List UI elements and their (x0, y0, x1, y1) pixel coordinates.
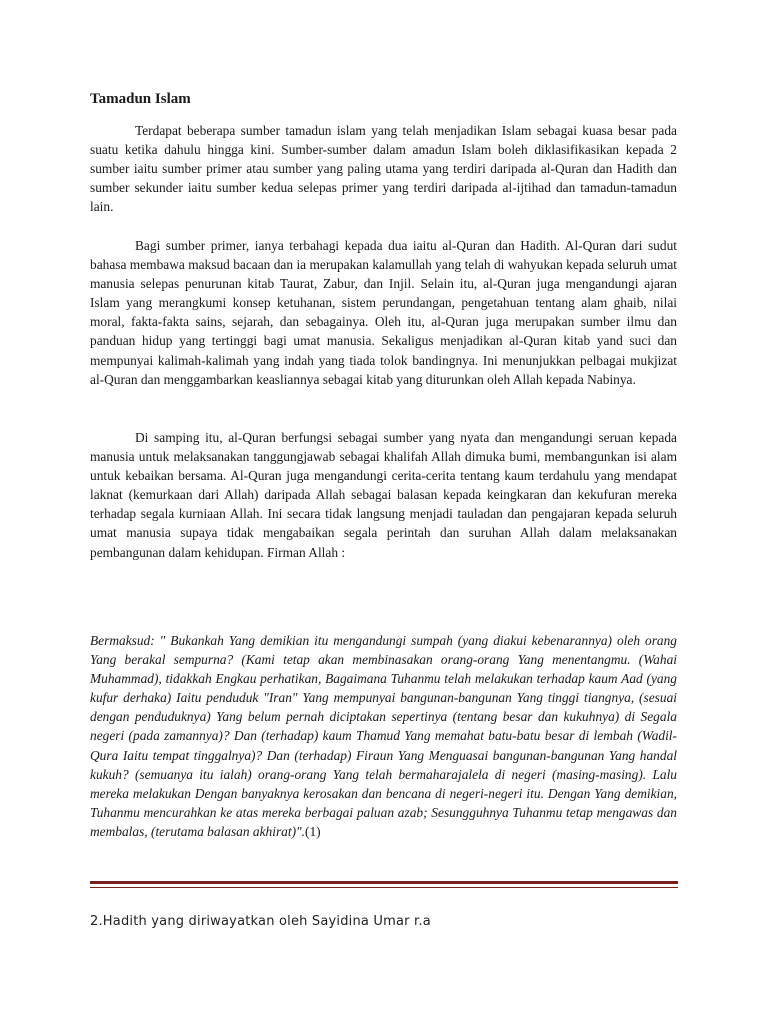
footnote: 2.Hadith yang diriwayatkan oleh Sayidina Umar r.a (90, 914, 431, 929)
paragraph-2: Bagi sumber primer, ianya terbahagi kepada dua iaitu al-Quran dan Hadith. Al-Quran dari sudut bahasa membawa maksud bacaan dan ia merupakan kalamullah yang telah di wahyukan kepada seluruh umat manusia selepas penurunan kitab Taurat, Zabur, dan Injil. Selain itu, al-Quran juga mengandungi ajaran Islam yang merangkumi konsep ketuhanan, sistem perundangan, pengetahuan tentang alam ghaib, nilai moral, fakta-fakta sains, sejarah, dan sebagainya. Oleh itu, al-Quran juga merupakan sumber ilmu dan panduan hidup yang tertinggi bagi umat manusia. Sekaligus menjadikan al-Quran kitab yand suci dan mempunyai kalimah-kalimah yang indah yang tiada tolok bandingnya. Ini menunjukkan pelbagai mukjizat al-Quran dan menggambarkan keasliannya sebagai kitab yang diturunkan oleh Allah kepada Nabinya. (90, 238, 677, 387)
document-title: Tamadun Islam (90, 91, 191, 107)
quote-text: Bermaksud: " Bukankah Yang demikian itu mengandungi sumpah (yang diakui kebenarannya) oleh orang Yang berakal sempurna? (Kami tetap akan membinasakan orang-orang Yang menentangmu. (Wahai Muhammad), tidakkah Engkau perhatikan, Bagaimana Tuhanmu telah melakukan terhadap kaum Aad (yang kufur derhaka) Iaitu penduduk "Iran" Yang mempunyai bangunan-bangunan Yang tinggi tiangnya, (sesuai dengan penduduknya) Yang belum pernah diciptakan sepertinya (tentang besar dan kukuhnya) di Segala negeri (pada zamannya)? Dan (terhadap) kaum Thamud Yang memahat batu-batu besar di lembah (Wadil-Qura Iaitu tempat tinggalnya)? Dan (terhadap) Firaun Yang Menguasai bangunan-bangunan Yang handal kukuh? (semuanya itu ialah) orang-orang Yang telah bermaharajalela di negeri (masing-masing). Lalu mereka melakukan Dengan banyaknya kerosakan dan bencana di negeri-negeri itu. Dengan Yang demikian, Tuhanmu mencurahkan ke atas mereka berbagai paluan azab; Sesungguhnya Tuhanmu tetap mengawas dan membalas, (terutama balasan akhirat)". (90, 633, 677, 839)
paragraph-1: Terdapat beberapa sumber tamadun islam yang telah menjadikan Islam sebagai kuasa besar pada suatu ketika dahulu hingga kini. Sumber-sumber dalam amadun Islam boleh diklasifikasikan kepada 2 sumber iaitu sumber primer atau sumber yang paling utama yang terdiri daripada al-Quran dan Hadith dan sumber sekunder iaitu sumber kedua selepas primer yang terdiri daripada al-ijtihad dan tamadun-tamadun lain. (90, 123, 677, 215)
quote-reference: (1) (305, 823, 321, 839)
quote-block (90, 631, 677, 841)
footer-rule-thin (90, 887, 678, 888)
paragraph-3: Di samping itu, al-Quran berfungsi sebagai sumber yang nyata dan mengandungi seruan kepada manusia untuk melaksanakan tanggungjawab sebagai khalifah Allah dimuka bumi, membangunkan isi alam untuk kebaikan bersama. Al-Quran juga mengandungi cerita-cerita tentang kaum terdahulu yang mendapat laknat (kemurkaan dari Allah) daripada Allah sebagai balasan kepada keingkaran dan kekufuran mereka terhadap segala kurniaan Allah. Ini secara tidak langsung menjadi tauladan dan pengajaran kepada seluruh umat manusia supaya tidak mengabaikan segala perintah dan suruhan Allah dalam melaksanakan pembangunan dalam kehidupan. Firman Allah : (90, 430, 677, 560)
footer-rule-thick (90, 881, 678, 884)
